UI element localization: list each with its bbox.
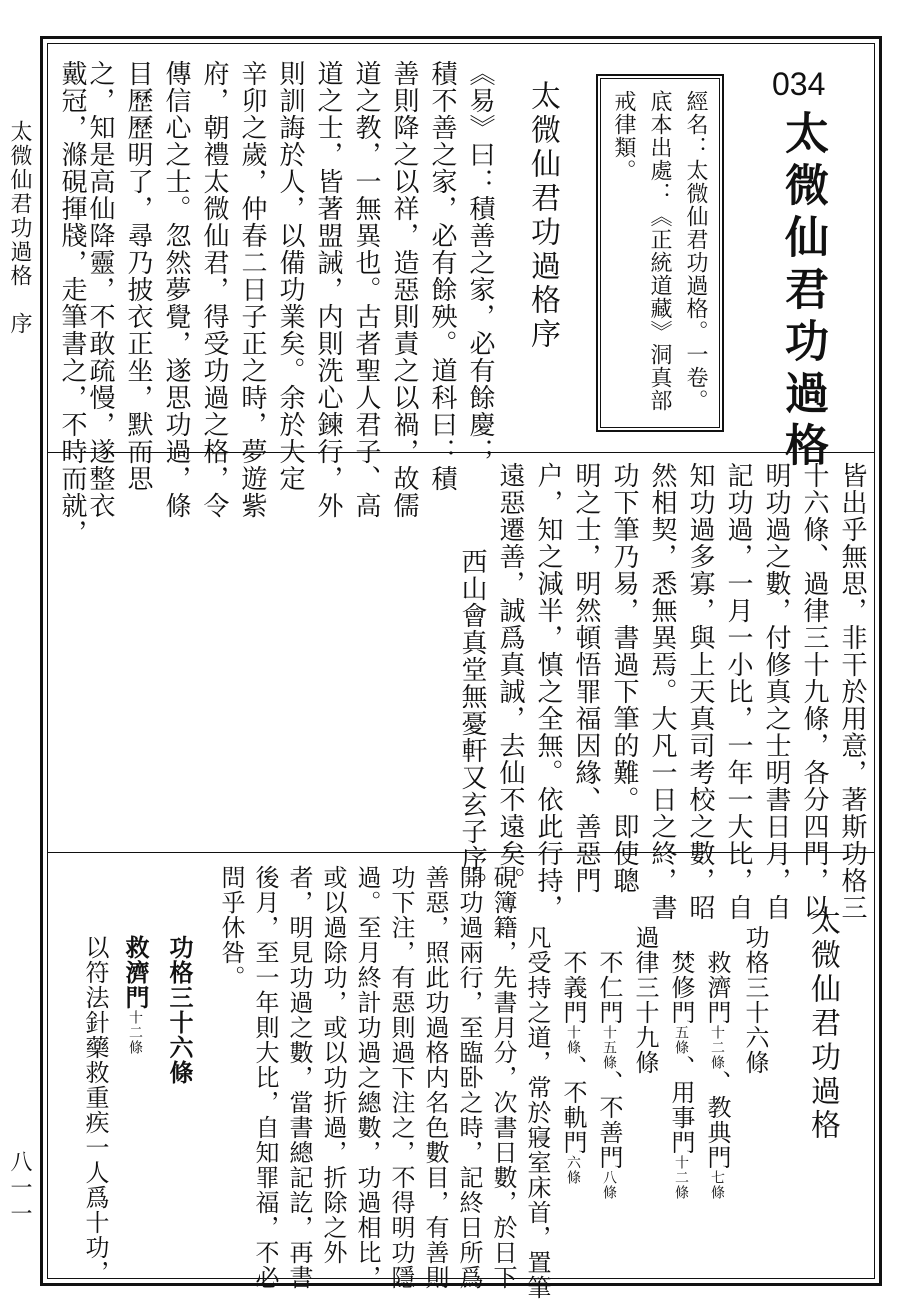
body-col-9: 後月，至一年則大比，自知罪福，不必 [251,865,279,1290]
preface-signature: 西山會真堂無憂軒又玄子序。 [457,548,487,899]
preface-col-10: 目歷歷明了，尋乃披衣正坐，默而思 [123,60,153,492]
body-col-4: 善惡，照此功過格内名色數目，有善則 [421,865,449,1290]
guolu-list-1: 不仁門十五條、不善門八條 [595,950,623,1200]
preface-cont-9: 户，知之減半，慎之全無。依此行持， [533,462,563,921]
last-column: 以符法針藥救重疾一人爲十功， [81,935,109,1285]
preface-cont-2: 十六條、過律三十九條，各分四門，以 [799,462,829,921]
preface-col-11: 之，知是高仙降靈，不敢疏慢，遂整衣 [85,60,115,519]
preface-cont-6: 然相契，悉無異焉。大凡一日之終，書 [647,462,677,921]
preface-title: 太微仙君功過格序 [525,80,560,352]
body-col-3: 開功過兩行，至臨卧之時，記終日所爲 [455,865,483,1290]
doc-number: 034 [772,66,826,102]
main-title: 太微仙君功過格 [805,905,840,1143]
info-line-3: 戒律類。 [611,90,636,182]
doc-title: 太微仙君功過格 [777,110,828,474]
preface-col-2: 積不善之家，必有餘殃。道科曰：積 [427,60,457,492]
preface-col-9: 傳信心之士。忽然夢覺，遂思功過，條 [161,60,191,519]
info-line-1: 經名：太微仙君功過格。一卷。 [683,90,708,412]
preface-col-5: 道之士，皆著盟誡，内則洗心鍊行，外 [313,60,343,519]
preface-cont-10: 遠惡遷善，誠爲真誠，去仙不遠矣。 [495,462,525,894]
preface-cont-4: 記功過，一月一小比，一年一大比，自 [723,462,753,921]
body-col-10: 問乎休咎。 [217,865,245,990]
body-col-8: 者，明見功過之數，當書總記訖，再書 [285,865,313,1290]
preface-col-4: 道之教，一無異也。古者聖人君子、高 [351,60,381,519]
preface-cont-3: 明功過之數，付修真之士明書日月，自 [761,462,791,921]
body-col-5: 功下注，有惡則過下注之，不得明功隱 [387,865,415,1290]
preface-col-6: 則訓誨於人，以備功業矣。余於大定 [275,60,305,492]
preface-col-8: 府，朝禮太微仙君，得受功過之格，令 [199,60,229,519]
gongge-list-2: 焚修門五條、用事門十二條 [667,950,695,1200]
preface-col-7: 辛卯之歲，仲春二日子正之時，夢遊紫 [237,60,267,519]
guolu-list-2: 不義門十條、不軌門六條 [559,950,587,1185]
preface-cont-7: 功下筆乃易，書過下筆的難。即使聰 [609,462,639,894]
preface-cont-5: 知功過多寡，與上天真司考校之數，昭 [685,462,715,921]
preface-cont-1: 皆出乎無思，非干於用意，著斯功格三 [837,462,867,921]
gongge-heading: 功格三十六條 [741,925,769,1075]
body-col-2: 硯簿籍，先書月分，次書日數，於日下 [489,865,517,1290]
body-col-1: 凡受持之道，常於寢室床首，置筆 [523,925,551,1300]
info-line-2: 底本出處：《正統道藏》洞真部 [647,90,672,412]
body-col-6: 過。至月終計功過之總數，功過相比， [353,865,381,1290]
gongge-list-1: 救濟門十二條、教典門七條 [703,950,731,1200]
preface-cont-8: 明之士，明然頓悟罪福因緣、善惡門 [571,462,601,894]
preface-col-1: 《易》曰：積善之家，必有餘慶； [465,60,495,465]
page-number: 八一一 [7,1150,32,1228]
preface-col-12: 戴冠，滌硯揮牋，走筆書之，不時而就， [57,60,87,546]
preface-col-3: 善則降之以祥，造惡則責之以禍，故儒 [389,60,419,519]
running-title: 太微仙君功過格 序 [7,120,32,336]
section-heading: 功格三十六條 [165,935,194,1085]
guolu-heading: 過律三十九條 [631,925,659,1075]
section-item: 救濟門十二條 [121,935,150,1055]
body-col-7: 或以過除功，或以功折過，折除之外 [319,865,347,1265]
